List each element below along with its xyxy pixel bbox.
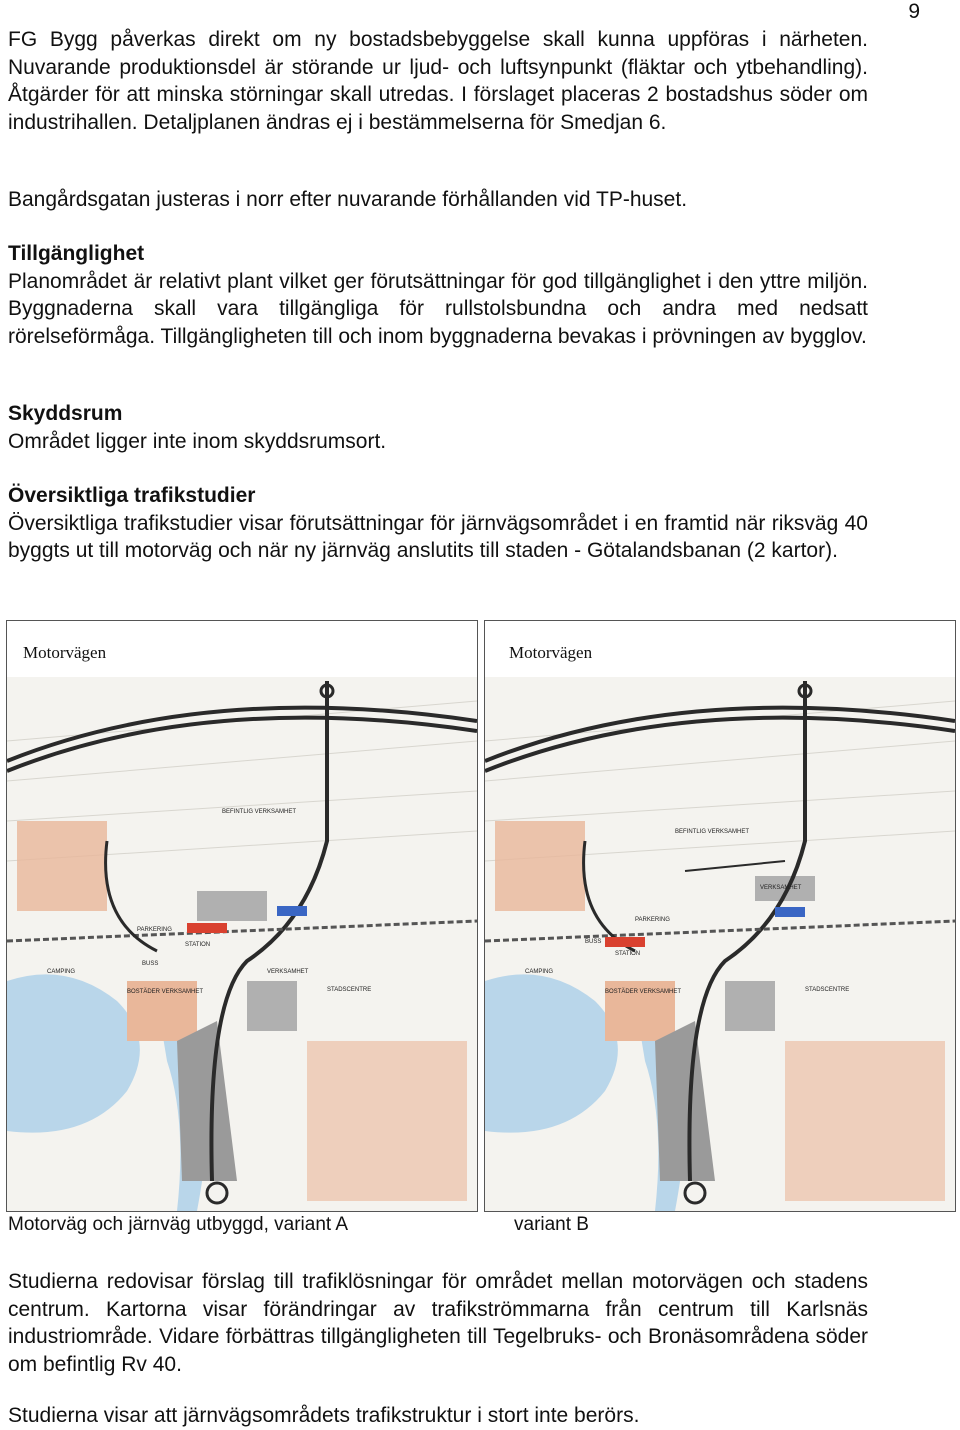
- map-label: STADSCENTRE: [327, 987, 372, 993]
- map-caption-variant-a: Motorväg och järnväg utbyggd, variant A: [8, 1214, 349, 1235]
- section-heading: Skyddsrum: [8, 402, 123, 425]
- map-label: VERKSAMHET: [760, 885, 802, 891]
- paragraph-final: [8, 1402, 868, 1430]
- paragraph-bangardsgatan: [8, 186, 868, 214]
- paragraph-text: Studierna visar att järnvägsområdets trafikstruktur i stort inte berörs.: [8, 1404, 640, 1427]
- map-variant-a-drawing: [7, 621, 477, 1211]
- map-caption-variant-b: variant B: [514, 1214, 589, 1235]
- section-tillganglighet: [8, 240, 868, 350]
- map-label: STATION: [185, 942, 211, 948]
- map-label: BUSS: [142, 961, 159, 967]
- paragraph-text: Planområdet är relativt plant vilket ger förutsättningar för god tillgänglighet i den yttre miljön. Byggnaderna skall vara tillgängliga för rullstolsbundna och andra med nedsatt rörelseförmåga. Tillgängligheten till och inom byggnaderna bevakas i prövningen av bygglov.: [8, 269, 868, 348]
- paragraph-text: Bangårdsgatan justeras i norr efter nuvarande förhållanden vid TP-huset.: [8, 188, 688, 211]
- map-label: BUSS: [585, 939, 602, 945]
- map-label: CAMPING: [47, 969, 76, 975]
- section-heading: Översiktliga trafikstudier: [8, 484, 256, 507]
- section-skyddsrum: [8, 400, 868, 455]
- map-label: PARKERING: [635, 917, 670, 923]
- map-label: VERKSAMHET: [267, 969, 309, 975]
- map-label: BEFINTLIG VERKSAMHET: [675, 829, 750, 835]
- paragraph-text: Översiktliga trafikstudier visar förutsättningar för järnvägsområdet i en framtid när riksväg 40 byggts ut till motorväg och när ny järnväg anslutits till staden - Götalandsbanan (2 kartor).: [8, 511, 868, 562]
- paragraph-fg-bygg: [8, 26, 868, 136]
- page-number: 9: [908, 0, 920, 23]
- map-label: PARKERING: [137, 927, 172, 933]
- section-trafikstudier: [8, 482, 868, 565]
- map-label: STATION: [615, 951, 641, 957]
- map-label: STADSCENTRE: [805, 987, 850, 993]
- map-label: BOSTÄDER VERKSAMHET: [127, 989, 204, 995]
- map-label: BEFINTLIG VERKSAMHET: [222, 809, 297, 815]
- map-variant-a: [6, 620, 478, 1212]
- map-title: Motorvägen: [509, 643, 593, 662]
- paragraph-studierna: [8, 1268, 868, 1378]
- section-heading: Tillgänglighet: [8, 242, 145, 265]
- map-variant-b: [484, 620, 956, 1212]
- map-title: Motorvägen: [23, 643, 107, 662]
- map-variant-b-drawing: [485, 621, 955, 1211]
- map-label: BOSTÄDER VERKSAMHET: [605, 989, 682, 995]
- map-label: CAMPING: [525, 969, 554, 975]
- paragraph-text: Studierna redovisar förslag till trafiklösningar för området mellan motorvägen och stadens centrum. Kartorna visar förändringar av trafikströmmarna från centrum till Karlsnäs industriområde. Vidare förbättras tillgängligheten till Tegelbruks- och Bronäsområdena söder om befintlig Rv 40.: [8, 1270, 868, 1376]
- paragraph-text: FG Bygg påverkas direkt om ny bostadsbebyggelse skall kunna uppföras i närheten. Nuvarande produktionsdel är störande ur ljud- och luftsynpunkt (fläktar och ytbehandling). Åtgärder för att minska störningar skall utredas. I förslaget placeras 2 bostadshus söder om industrihallen. Detaljplanen ändras ej i bestämmelserna för Smedjan 6.: [8, 28, 868, 134]
- paragraph-text: Området ligger inte inom skyddsrumsort.: [8, 429, 387, 453]
